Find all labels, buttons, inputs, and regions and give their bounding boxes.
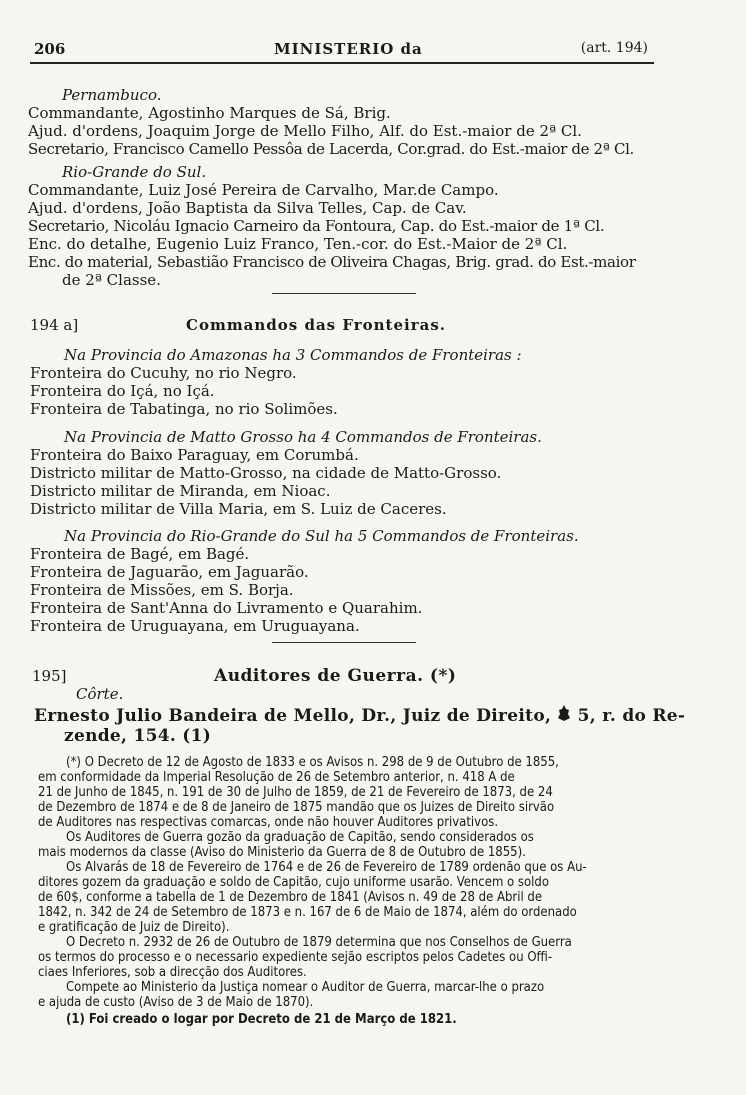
section-divider: [272, 293, 416, 294]
footnote-line: e gratificação de Juiz de Direito).: [38, 920, 230, 935]
footnote-line: Compete ao Ministerio da Justiça nomear o Auditor de Guerra, marcar-lhe o prazo: [66, 980, 545, 995]
footnote-line: mais modernos da classe (Aviso do Ministerio da Guerra de 8 de Outubro de 1855).: [38, 845, 526, 860]
text-line: Secretario, Nicoláu Ignacio Carneiro da Fontoura, Cap. do Est.-maior de 1ª Cl.: [28, 217, 605, 235]
footnote-line: (1) Foi creado o logar por Decreto de 21 de Março de 1821.: [66, 1012, 457, 1027]
text-line: Districto militar de Miranda, em Nioac.: [30, 482, 331, 500]
text-line: de 2ª Classe.: [62, 271, 161, 289]
text-line: Commandante, Luiz José Pereira de Carvalho, Mar.de Campo.: [28, 181, 499, 199]
text-line: Fronteira de Jaguarão, em Jaguarão.: [30, 563, 309, 581]
footnote-line: 21 de Junho de 1845, n. 191 de 30 de Julho de 1859, de 21 de Fevereiro de 1873, de 24: [38, 785, 553, 800]
footnote-line: Os Auditores de Guerra gozão da graduação de Capitão, sendo considerados os: [66, 830, 534, 845]
footnote-line: Os Alvarás de 18 de Fevereiro de 1764 e de 26 de Fevereiro de 1789 ordenão que os Au-: [66, 860, 587, 875]
article-number: 195]: [32, 667, 67, 685]
footnote-line: em conformidade da Imperial Resolução de 26 de Setembro anterior, n. 418 A de: [38, 770, 515, 785]
text-line: Fronteira de Bagé, em Bagé.: [30, 545, 250, 563]
text-line: Fronteira do Içá, no Içá.: [30, 382, 215, 400]
entry-text: Ernesto Julio Bandeira de Mello, Dr., Juiz de Direito,: [34, 706, 552, 726]
text-line: Ajud. d'ordens, Joaquim Jorge de Mello Filho, Alf. do Est.-maior de 2ª Cl.: [28, 122, 582, 140]
text-line: Districto militar de Matto-Grosso, na cidade de Matto-Grosso.: [30, 464, 502, 482]
section-title: Auditores de Guerra. (*): [214, 666, 457, 686]
residence-symbol-icon: [557, 705, 571, 727]
footnote-line: ditores gozem da graduação e soldo de Capitão, cujo uniforme usarão. Vencem o soldo: [38, 875, 549, 890]
text-line: Enc. do detalhe, Eugenio Luiz Franco, Ten.-cor. do Est.-Maior de 2ª Cl.: [28, 235, 568, 253]
entry-text: 5, r. do Re-: [577, 706, 686, 726]
footnote-line: 1842, n. 342 de 24 de Setembro de 1873 e n. 167 de 6 de Maio de 1874, além do ordenado: [38, 905, 577, 920]
text-line: Secretario, Francisco Camello Pessôa de Lacerda, Cor.grad. do Est.-maior de 2ª Cl.: [28, 140, 634, 158]
text-line: Districto militar de Villa Maria, em S. Luiz de Caceres.: [30, 500, 447, 518]
footnote-line: ciaes Inferiores, sob a direcção dos Auditores.: [38, 965, 307, 980]
subsection-heading: Na Provincia do Rio-Grande do Sul ha 5 Commandos de Fronteiras.: [64, 527, 579, 545]
subsection-heading: Côrte.: [76, 685, 124, 703]
text-line: Ajud. d'ordens, João Baptista da Silva Telles, Cap. de Cav.: [28, 199, 467, 217]
footnote-line: de Dezembro de 1874 e de 8 de Janeiro de 1875 mandão que os Juizes de Direito sirvão: [38, 800, 555, 815]
header-rule: [30, 62, 654, 64]
section-title: Commandos das Fronteiras.: [186, 316, 447, 334]
text-line: Commandante, Agostinho Marques de Sá, Brig.: [28, 104, 391, 122]
article-number: 194 a]: [30, 316, 79, 334]
text-line: Enc. do material, Sebastião Francisco de Oliveira Chagas, Brig. grad. do Est.-maior: [28, 253, 636, 271]
text-line: zende, 154. (1): [64, 726, 212, 746]
footnote-line: de Auditores nas respectivas comarcas, onde não houver Auditores privativos.: [38, 815, 499, 830]
text-line: Fronteira do Cucuhy, no rio Negro.: [30, 364, 297, 382]
section-divider: [272, 642, 416, 643]
page-header: [34, 40, 648, 62]
footnote-line: (*) O Decreto de 12 de Agosto de 1833 e os Avisos n. 298 de 9 de Outubro de 1855,: [66, 755, 559, 770]
article-reference: (art. 194): [580, 40, 648, 56]
text-line: Fronteira do Baixo Paraguay, em Corumbá.: [30, 446, 359, 464]
subsection-heading: Na Provincia de Matto Grosso ha 4 Commandos de Fronteiras.: [64, 428, 542, 446]
text-line: Fronteira de Sant'Anna do Livramento e Quarahim.: [30, 599, 423, 617]
footnote-line: de 60$, conforme a tabella de 1 de Dezembro de 1841 (Avisos n. 49 de 28 de Abril de: [38, 890, 543, 905]
page-number: 206: [34, 40, 66, 58]
subsection-heading: Na Provincia do Amazonas ha 3 Commandos de Fronteiras :: [64, 346, 522, 364]
text-line: Fronteira de Missões, em S. Borja.: [30, 581, 294, 599]
province-heading: Pernambuco.: [62, 86, 162, 104]
footnote-line: O Decreto n. 2932 de 26 de Outubro de 1879 determina que nos Conselhos de Guerra: [66, 935, 572, 950]
text-line: Fronteira de Tabatinga, no rio Solimões.: [30, 400, 338, 418]
running-title: MINISTERIO da: [274, 40, 423, 58]
text-line: [34, 705, 685, 727]
province-heading: Rio-Grande do Sul.: [62, 163, 207, 181]
footnote-line: os termos do processo e o necessario expediente sejão escriptos pelos Cadetes ou Offi-: [38, 950, 553, 965]
footnote-line: e ajuda de custo (Aviso de 3 de Maio de 1870).: [38, 995, 314, 1010]
text-line: Fronteira de Uruguayana, em Uruguayana.: [30, 617, 360, 635]
